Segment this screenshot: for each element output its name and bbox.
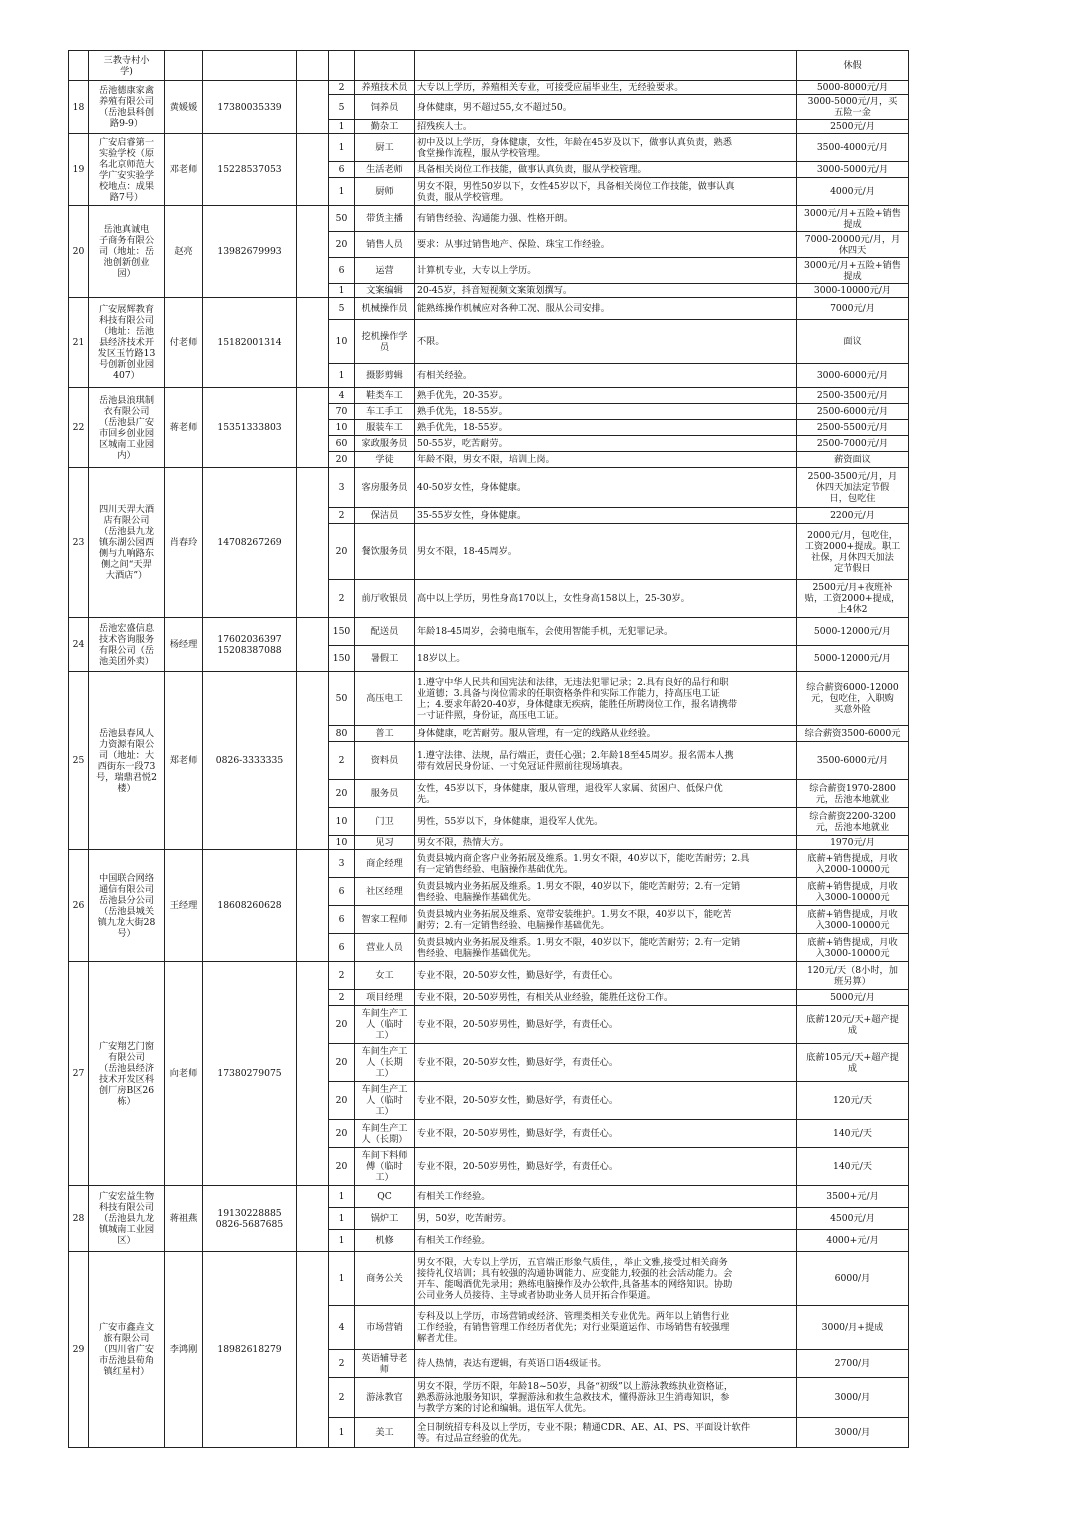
job-position: 餐饮服务员 (355, 524, 415, 580)
job-headcount: 6 (329, 878, 355, 906)
contact-phone: 0826-3333335 (203, 672, 297, 850)
job-salary: 3000-10000元/月 (797, 284, 909, 298)
job-headcount: 4 (329, 1306, 355, 1350)
job-requirements: 专业不限，20-50岁男性，勤恳好学，有责任心。 (415, 1006, 797, 1044)
job-headcount: 1 (329, 364, 355, 388)
contact-phone: 18982618279 (203, 1252, 297, 1448)
job-headcount: 20 (329, 452, 355, 468)
job-requirements: 熟手优先，20-35岁。 (415, 388, 797, 404)
job-headcount: 1 (329, 284, 355, 298)
job-headcount: 6 (329, 162, 355, 178)
job-headcount: 20 (329, 1006, 355, 1044)
job-salary: 综合薪资6000-12000 元，包吃住，入职购 买意外险 (797, 672, 909, 726)
job-requirements: 1.遵守中华人民共和国宪法和法律，无违法犯罪记录；2.具有良好的品行和职 业道德；3.具备与岗位需求的任职资格条件和实际工作能力，持高压电工证 上；4.要求年龄20-40岁，身体健康无疾病，能胜任所聘岗位工作，报名请携带 一寸证件照，身份证，高压电工证。 (415, 672, 797, 726)
job-salary: 2500-3500元/月，月 休四天加法定节假 日，包吃住 (797, 468, 909, 508)
job-salary: 4000+元/月 (797, 1230, 909, 1252)
job-position: 营业人员 (355, 934, 415, 962)
blank-column-cell (297, 962, 329, 1186)
company-name: 广安展辉教育 科技有限公司 （地址：岳池 县经济技术开 发区玉竹路13 号创新创业园 407） (89, 298, 165, 388)
job-requirements: 招残疾人士。 (415, 120, 797, 134)
job-position: 游泳教官 (355, 1378, 415, 1418)
job-headcount: 150 (329, 646, 355, 672)
job-salary: 3000元/月+五险+销售 提成 (797, 206, 909, 232)
company-number: 19 (69, 134, 89, 206)
job-requirements: 具备相关岗位工作技能，做事认真负责，服从学校管理。 (415, 162, 797, 178)
job-row (69, 388, 909, 404)
job-row (69, 850, 909, 878)
job-requirements: 要求：从事过销售地产、保险、珠宝工作经验。 (415, 232, 797, 258)
job-requirements: 专业不限，20-50岁女性，勤恳好学，有责任心。 (415, 1082, 797, 1120)
job-requirements: 能熟练操作机械应对各种工况、服从公司安排。 (415, 298, 797, 320)
company-name: 广安翔艺门窗 有限公司 （岳池县经济 技术开发区科 创厂房B区26 栋） (89, 962, 165, 1186)
job-requirements: 35-55岁女性，身体健康。 (415, 508, 797, 524)
job-salary: 2500-6000元/月 (797, 404, 909, 420)
job-salary: 5000-12000元/月 (797, 618, 909, 646)
job-salary: 1970元/月 (797, 836, 909, 850)
company-name: 中国联合网络 通信有限公司 岳池县分公司 （岳池县城关 镇九龙大街28 号） (89, 850, 165, 962)
job-salary: 2500-5500元/月 (797, 420, 909, 436)
job-position: 鞋类车工 (355, 388, 415, 404)
job-position: 项目经理 (355, 990, 415, 1006)
job-row (69, 298, 909, 320)
job-position: 车间生产工 人（临时 工） (355, 1006, 415, 1044)
job-position: 车间生产工 人（临时 工） (355, 1082, 415, 1120)
job-headcount: 5 (329, 298, 355, 320)
job-headcount: 1 (329, 1252, 355, 1306)
job-position: 资料员 (355, 742, 415, 780)
contact-person: 蒋祖燕 (165, 1186, 203, 1252)
job-salary: 140元/天 (797, 1120, 909, 1148)
job-row (69, 51, 909, 81)
contact-phone: 17380279075 (203, 962, 297, 1186)
job-salary: 7000元/月 (797, 298, 909, 320)
job-headcount: 20 (329, 1082, 355, 1120)
job-position: 机修 (355, 1230, 415, 1252)
company-number: 20 (69, 206, 89, 298)
job-headcount: 3 (329, 850, 355, 878)
company-name: 岳池真诚电 子商务有限公 司（地址：岳 池创新创业 园） (89, 206, 165, 298)
job-salary: 5000元/月 (797, 990, 909, 1006)
contact-phone: 17602036397 15208387088 (203, 618, 297, 672)
job-headcount: 1 (329, 120, 355, 134)
job-salary: 2500-3500元/月 (797, 388, 909, 404)
contact-phone: 19130228885 0826-5687685 (203, 1186, 297, 1252)
company-number: 28 (69, 1186, 89, 1252)
job-row (69, 206, 909, 232)
blank-column-cell (297, 298, 329, 388)
job-salary: 140元/天 (797, 1148, 909, 1186)
recruitment-table (68, 50, 909, 1448)
blank-column-cell (297, 1252, 329, 1448)
company-name: 广安市鑫垚文 旅有限公司 （四川省广安 市岳池县荀角 镇红星村） (89, 1252, 165, 1448)
job-position: 见习 (355, 836, 415, 850)
job-position: 客房服务员 (355, 468, 415, 508)
contact-person: 蒋老师 (165, 388, 203, 468)
blank-column-cell (297, 134, 329, 206)
job-requirements: 专业不限，20-50岁男性，勤恳好学，有责任心。 (415, 1120, 797, 1148)
contact-person: 杨经理 (165, 618, 203, 672)
job-salary: 7000-20000元/月，月 休四天 (797, 232, 909, 258)
job-salary: 6000/月 (797, 1252, 909, 1306)
job-requirements: 50-55岁，吃苦耐劳。 (415, 436, 797, 452)
job-salary: 底薪+销售提成，月收 入3000-10000元 (797, 934, 909, 962)
job-headcount: 1 (329, 1230, 355, 1252)
job-position: 车间生产工 人（长期） (355, 1120, 415, 1148)
contact-phone: 17380035339 (203, 81, 297, 134)
job-requirements: 身体健康，吃苦耐劳。服从管理，有一定的线路从业经验。 (415, 726, 797, 742)
job-headcount: 50 (329, 206, 355, 232)
job-salary: 3000/月 (797, 1418, 909, 1448)
job-salary: 3500-4000元/月 (797, 134, 909, 162)
job-salary: 3000-5000元/月 (797, 162, 909, 178)
job-requirements: 专业不限，20-50岁男性，勤恳好学，有责任心。 (415, 1148, 797, 1186)
job-headcount: 2 (329, 990, 355, 1006)
company-name: 三教寺村小 学) (89, 51, 165, 81)
job-headcount: 5 (329, 95, 355, 120)
job-salary: 综合薪资2200-3200 元，岳池本地就业 (797, 808, 909, 836)
job-headcount: 10 (329, 836, 355, 850)
job-headcount: 20 (329, 1044, 355, 1082)
company-name: 岳池宏盛信息 技术咨询服务 有限公司（岳 池美团外卖） (89, 618, 165, 672)
job-requirements: 有相关工作经验。 (415, 1230, 797, 1252)
job-position: 锅炉工 (355, 1208, 415, 1230)
job-position: 普工 (355, 726, 415, 742)
job-requirements: 年龄不限，男女不限，培训上岗。 (415, 452, 797, 468)
job-position: 文案编辑 (355, 284, 415, 298)
job-position: 车工手工 (355, 404, 415, 420)
job-headcount: 20 (329, 1148, 355, 1186)
blank-column-cell (297, 672, 329, 850)
contact-person (165, 51, 203, 81)
job-requirements: 高中以上学历，男性身高170以上，女性身高158以上，25-30岁。 (415, 580, 797, 618)
job-position: 车间生产工 人（长期 工） (355, 1044, 415, 1082)
job-position: 家政服务员 (355, 436, 415, 452)
job-headcount: 80 (329, 726, 355, 742)
job-salary: 底薪120元/天+超产提 成 (797, 1006, 909, 1044)
job-position: 厨师 (355, 178, 415, 206)
company-number (69, 51, 89, 81)
job-row (69, 1186, 909, 1208)
job-requirements: 专业不限，20-50岁男性，有相关从业经验，能胜任这份工作。 (415, 990, 797, 1006)
job-headcount: 6 (329, 258, 355, 284)
job-requirements: 有相关经验。 (415, 364, 797, 388)
job-headcount: 2 (329, 508, 355, 524)
blank-column-cell (297, 618, 329, 672)
job-salary: 3500-6000元/月 (797, 742, 909, 780)
job-headcount: 150 (329, 618, 355, 646)
job-salary: 底薪+销售提成，月收 入3000-10000元 (797, 906, 909, 934)
job-position: 门卫 (355, 808, 415, 836)
job-headcount: 10 (329, 420, 355, 436)
job-requirements: 全日制统招专科及以上学历，专业不限；精通CDR、AE、AI、PS、平面设计软件 等。有过品宣经验的优先。 (415, 1418, 797, 1448)
job-salary: 2000元/月，包吃住， 工资2000+提成。职工 社保，月休四天加法 定节假日 (797, 524, 909, 580)
company-name: 广安启睿第一 实验学校（原 名北京师范大 学广安实验学 校地点：成果 路7号） (89, 134, 165, 206)
job-position: 暑假工 (355, 646, 415, 672)
contact-phone: 15351333803 (203, 388, 297, 468)
job-salary: 2700/月 (797, 1350, 909, 1378)
job-headcount: 20 (329, 780, 355, 808)
job-position (355, 51, 415, 81)
company-number: 27 (69, 962, 89, 1186)
job-salary: 2500元/月+夜班补 贴，工资2000+提成， 上4休2 (797, 580, 909, 618)
job-salary: 综合薪资1970-2800 元，岳池本地就业 (797, 780, 909, 808)
job-requirements: 男女不限，学历不限，年龄18~50岁，具备“初级”以上游泳教练执业资格证， 熟悉游泳池服务知识，掌握游泳和救生急救技术，懂得游泳卫生消毒知识，参 与教学方案的讨论和编辑。退伍军人优先。 (415, 1378, 797, 1418)
job-headcount: 50 (329, 672, 355, 726)
job-position: 带货主播 (355, 206, 415, 232)
job-requirements: 男女不限，男性50岁以下，女性45岁以下，具备相关岗位工作技能，做事认真 负责，服从学校管理。 (415, 178, 797, 206)
job-requirements: 1.遵守法律、法规，品行端正，责任心强；2.年龄18至45周岁。报名需本人携 带有效居民身份证、一寸免冠证件照前往现场填表。 (415, 742, 797, 780)
job-headcount: 6 (329, 906, 355, 934)
job-salary: 5000-8000元/月 (797, 81, 909, 95)
job-position: 生活老师 (355, 162, 415, 178)
company-name: 岳池德康家禽 养殖有限公司 （岳池县科创 路9-9） (89, 81, 165, 134)
job-salary: 4000元/月 (797, 178, 909, 206)
job-requirements: 负责县城内业务拓展及维系、宽带安装维护。1.男女不限，40岁以下，能吃苦 耐劳；2.有一定销售经验、电脑操作基础优先。 (415, 906, 797, 934)
company-name: 岳池县春风人 力资源有限公 司（地址：大 西街东一段73 号，瑞鼎君悦2 楼） (89, 672, 165, 850)
job-position: 保洁员 (355, 508, 415, 524)
blank-column-cell (297, 81, 329, 134)
job-salary: 底薪+销售提成，月收 入2000-10000元 (797, 850, 909, 878)
contact-person: 赵亮 (165, 206, 203, 298)
job-salary: 休假 (797, 51, 909, 81)
job-headcount: 1 (329, 134, 355, 162)
job-requirements: 熟手优先，18-55岁。 (415, 404, 797, 420)
job-requirements: 专业不限，20-50岁女性，勤恳好学，有责任心。 (415, 962, 797, 990)
job-requirements: 专业不限，20-50岁女性，勤恳好学，有责任心。 (415, 1044, 797, 1082)
recruitment-table-sheet (68, 50, 901, 1448)
contact-person: 肖春玲 (165, 468, 203, 618)
job-position: 销售人员 (355, 232, 415, 258)
job-position: 勤杂工 (355, 120, 415, 134)
job-requirements: 初中及以上学历，身体健康，女性，年龄在45岁及以下，做事认真负责，熟悉 食堂操作流程，服从学校管理。 (415, 134, 797, 162)
job-headcount: 20 (329, 232, 355, 258)
job-headcount: 60 (329, 436, 355, 452)
job-salary: 3000/月+提成 (797, 1306, 909, 1350)
job-salary: 3000/月 (797, 1378, 909, 1418)
job-salary: 3000-5000元/月，买 五险一金 (797, 95, 909, 120)
job-salary: 4500元/月 (797, 1208, 909, 1230)
job-requirements: 年龄18-45周岁，会骑电瓶车，会使用智能手机，无犯罪记录。 (415, 618, 797, 646)
job-requirements: 男女不限，18-45周岁。 (415, 524, 797, 580)
job-headcount: 10 (329, 808, 355, 836)
job-requirements: 40-50岁女性，身体健康。 (415, 468, 797, 508)
job-salary: 底薪105元/天+超产提 成 (797, 1044, 909, 1082)
job-position: 服务员 (355, 780, 415, 808)
company-number: 18 (69, 81, 89, 134)
job-requirements: 计算机专业，大专以上学历。 (415, 258, 797, 284)
job-row (69, 81, 909, 95)
job-headcount: 1 (329, 178, 355, 206)
job-position: 车间下料师 傅（临时 工） (355, 1148, 415, 1186)
job-headcount: 6 (329, 934, 355, 962)
contact-phone: 18608260628 (203, 850, 297, 962)
job-position: 服装车工 (355, 420, 415, 436)
job-requirements: 有相关工作经验。 (415, 1186, 797, 1208)
job-requirements: 待人热情，表达有逻辑，有英语口语4级证书。 (415, 1350, 797, 1378)
job-position: 美工 (355, 1418, 415, 1448)
job-headcount: 2 (329, 1350, 355, 1378)
job-salary: 薪资面议 (797, 452, 909, 468)
job-position: 智家工程师 (355, 906, 415, 934)
job-position: 市场营销 (355, 1306, 415, 1350)
job-row (69, 962, 909, 990)
job-headcount: 2 (329, 742, 355, 780)
job-requirements: 男性，55岁以下，身体健康，退役军人优先。 (415, 808, 797, 836)
job-requirements (415, 51, 797, 81)
company-number: 24 (69, 618, 89, 672)
contact-person: 郑老师 (165, 672, 203, 850)
blank-column-cell (297, 388, 329, 468)
blank-column-cell (297, 468, 329, 618)
blank-column-cell (297, 51, 329, 81)
job-requirements: 20-45岁，抖音短视频文案策划撰写。 (415, 284, 797, 298)
blank-column-cell (297, 206, 329, 298)
job-position: 饲养员 (355, 95, 415, 120)
company-name: 广安宏益生物 科技有限公司 （岳池县九龙 镇城南工业园 区） (89, 1186, 165, 1252)
blank-column-cell (297, 1186, 329, 1252)
job-headcount (329, 51, 355, 81)
job-salary: 3000元/月+五险+销售 提成 (797, 258, 909, 284)
contact-phone: 13982679993 (203, 206, 297, 298)
job-position: 摄影剪辑 (355, 364, 415, 388)
job-headcount: 2 (329, 81, 355, 95)
company-name: 四川天羿大酒 店有限公司 （岳池县九龙 镇东湖公园西 侧与九响路东 侧之间“天羿 大酒店”） (89, 468, 165, 618)
contact-phone: 15182001314 (203, 298, 297, 388)
job-headcount: 2 (329, 1378, 355, 1418)
job-position: 社区经理 (355, 878, 415, 906)
job-headcount: 20 (329, 524, 355, 580)
job-position: 学徒 (355, 452, 415, 468)
job-position: 前厅收银员 (355, 580, 415, 618)
job-headcount: 3 (329, 468, 355, 508)
contact-person: 向老师 (165, 962, 203, 1186)
company-number: 26 (69, 850, 89, 962)
job-requirements: 身体健康，男不超过55,女不超过50。 (415, 95, 797, 120)
company-number: 21 (69, 298, 89, 388)
job-headcount: 2 (329, 580, 355, 618)
job-headcount: 70 (329, 404, 355, 420)
job-requirements: 专科及以上学历，市场营销或经济、管理类相关专业优先。两年以上销售行业 工作经验，有销售管理工作经历者优先；对行业渠道运作、市场销售有较强理 解者尤佳。 (415, 1306, 797, 1350)
company-number: 29 (69, 1252, 89, 1448)
job-position: 商企经理 (355, 850, 415, 878)
blank-column-cell (297, 850, 329, 962)
job-headcount: 2 (329, 962, 355, 990)
job-row (69, 468, 909, 508)
job-row (69, 1252, 909, 1306)
job-position: 高压电工 (355, 672, 415, 726)
job-headcount: 10 (329, 320, 355, 364)
job-position: QC (355, 1186, 415, 1208)
company-number: 25 (69, 672, 89, 850)
job-salary: 3000-6000元/月 (797, 364, 909, 388)
job-position: 商务公关 (355, 1252, 415, 1306)
job-headcount: 20 (329, 1120, 355, 1148)
contact-person: 付老师 (165, 298, 203, 388)
company-name: 岳池县浪琪制 衣有限公司 （岳池县广安 市回乡创业园 区城南工业园 内） (89, 388, 165, 468)
job-position: 运营 (355, 258, 415, 284)
contact-person: 王经理 (165, 850, 203, 962)
job-requirements: 18岁以上。 (415, 646, 797, 672)
job-row (69, 672, 909, 726)
job-headcount: 1 (329, 1208, 355, 1230)
contact-person: 黄媛媛 (165, 81, 203, 134)
job-position: 女工 (355, 962, 415, 990)
job-requirements: 熟手优先，18-55岁。 (415, 420, 797, 436)
job-salary: 2500-7000元/月 (797, 436, 909, 452)
contact-phone: 15228537053 (203, 134, 297, 206)
contact-person: 李鸿刚 (165, 1252, 203, 1448)
job-salary: 5000-12000元/月 (797, 646, 909, 672)
job-position: 配送员 (355, 618, 415, 646)
job-requirements: 大专以上学历，养殖相关专业，可接受应届毕业生，无经验要求。 (415, 81, 797, 95)
job-requirements: 负责县城内业务拓展及维系。1.男女不限，40岁以下，能吃苦耐劳；2.有一定销 售经验、电脑操作基础优先。 (415, 934, 797, 962)
job-salary: 2500元/月 (797, 120, 909, 134)
company-number: 23 (69, 468, 89, 618)
contact-person: 邓老师 (165, 134, 203, 206)
contact-phone: 14708267269 (203, 468, 297, 618)
job-requirements: 有销售经验、沟通能力强、性格开朗。 (415, 206, 797, 232)
job-position: 机械操作员 (355, 298, 415, 320)
job-salary: 2200元/月 (797, 508, 909, 524)
job-row (69, 134, 909, 162)
job-requirements: 女性，45岁以下，身体健康，服从管理，退役军人家属、贫困户、低保户优 先。 (415, 780, 797, 808)
job-headcount: 1 (329, 1186, 355, 1208)
job-headcount: 4 (329, 388, 355, 404)
job-position: 厨工 (355, 134, 415, 162)
job-requirements: 男，50岁，吃苦耐劳。 (415, 1208, 797, 1230)
job-position: 英语辅导老 师 (355, 1350, 415, 1378)
job-position: 养殖技术员 (355, 81, 415, 95)
contact-phone (203, 51, 297, 81)
job-requirements: 男女不限，热情大方。 (415, 836, 797, 850)
job-salary: 综合薪资3500-6000元 (797, 726, 909, 742)
job-salary: 3500+元/月 (797, 1186, 909, 1208)
job-salary: 120元/天 (797, 1082, 909, 1120)
job-requirements: 负责县城内业务拓展及维系。1.男女不限，40岁以下，能吃苦耐劳；2.有一定销 售经验、电脑操作基础优先。 (415, 878, 797, 906)
job-row (69, 618, 909, 646)
job-requirements: 不限。 (415, 320, 797, 364)
job-salary: 面议 (797, 320, 909, 364)
job-salary: 120元/天（8小时，加 班另算） (797, 962, 909, 990)
job-requirements: 男女不限，大专以上学历，五官端正形象气质佳，，举止文雅,接受过相关商务 接待礼仪培训；具有较强的沟通协调能力、应变能力,较强的社会活动能力。会 开车、能喝酒优先录用；熟练电脑操作及办公软件,具备基本的网络知识。协助 公司业务人员接待、主导或者协助业务人员开拓合作渠道。 (415, 1252, 797, 1306)
company-number: 22 (69, 388, 89, 468)
job-salary: 底薪+销售提成，月收 入3000-10000元 (797, 878, 909, 906)
job-requirements: 负责县城内商企客户业务拓展及维系。1.男女不限，40岁以下，能吃苦耐劳；2.具 有一定销售经验、电脑操作基础优先。 (415, 850, 797, 878)
job-headcount: 1 (329, 1418, 355, 1448)
job-position: 挖机操作学 员 (355, 320, 415, 364)
